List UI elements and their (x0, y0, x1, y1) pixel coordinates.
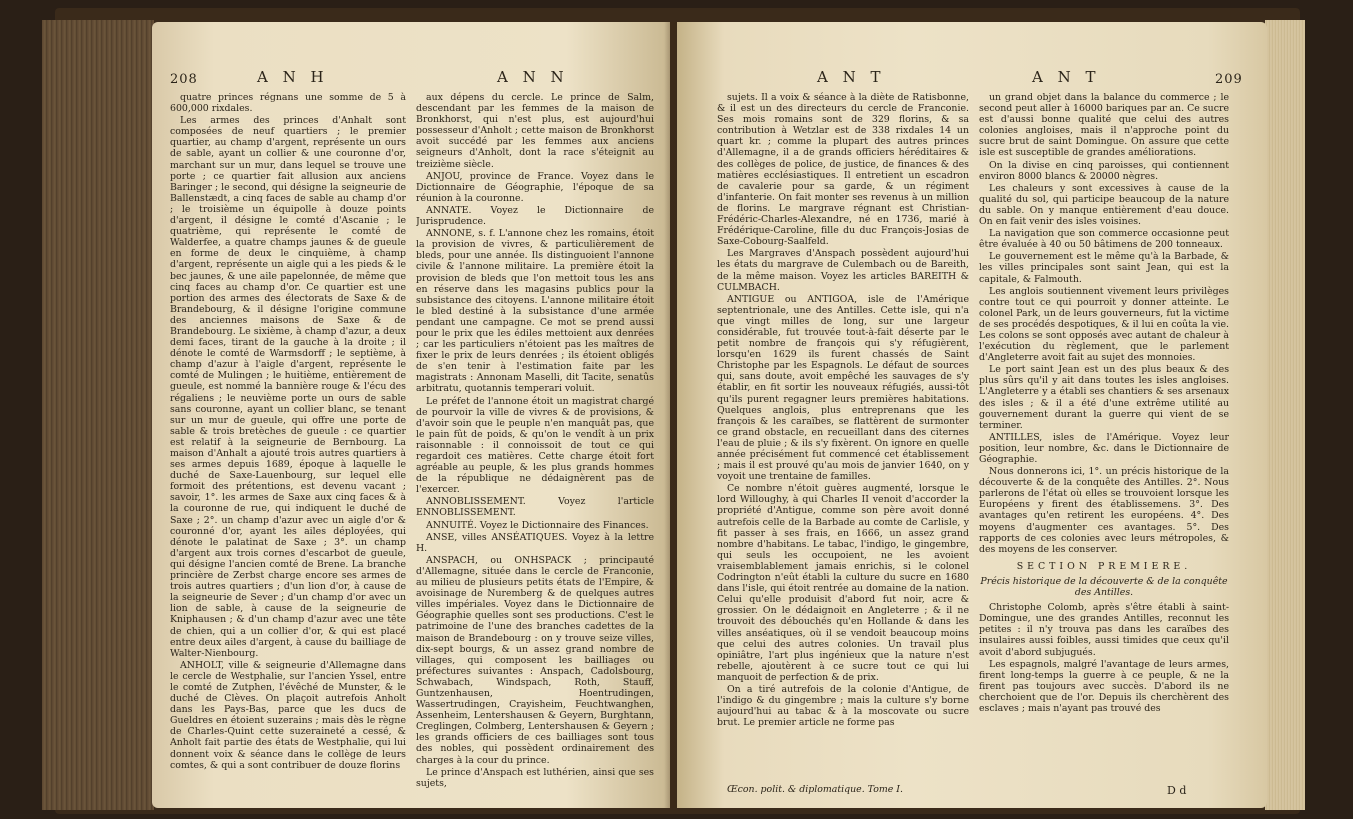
section-subtitle: Précis historique de la découverte & de la conquête des Antilles. (980, 575, 1228, 599)
paragraph: ANNONE, s. f. L'annone chez les romains, étoit la provision de vivres, & particulièrement de bleds, pour une année. Ils distinguoient l'annone civile & l'annone militaire. La première étoit la provision de bleds que l'on mettoit tous les ans en réserve dans les magasins publics pour la subsistance des citoyens. L'annone militaire étoit le bled destiné à la subsistance d'une armée pendant une campagne. Ce mot se prend aussi pour le prix que les édiles mettoient aux denrées ; car les particuliers n'étoient pas les maîtres de fixer le prix de leurs denrées ; ils étoient obligés de s'en tenir à l'estimation faite par les magistrats : Annonam Maselli, dit Tacite, senatûs arbitratu, quotannis temperari voluit. (416, 228, 654, 395)
paragraph: ANSE, villes ANSÉATIQUES. Voyez à la lettre H. (416, 531, 654, 554)
running-head-right: A N N (497, 68, 569, 86)
page-footer: Œcon. polit. & diplomatique. Tome I. (727, 784, 903, 795)
paragraph: Ce nombre n'étoit guères augmenté, lorsque le lord Willoughy, à qui Charles II venoit d'accorder la propriété d'Antigue, comme son père avoit donné autrefois celle de la Barbade au comte de Carlisle, y fit passer à ses frais, en 1666, un assez grand nombre d'habitans. Le tabac, l'indigo, le gingembre, qui seuls les occupoient, ne les avoient vraisemblablement jamais enrichis, si le colonel Codrington n'eût établi la culture du sucre en 1680 dans l'isle, qui étoit rentrée au domaine de la nation. Celui qu'elle produisit d'abord fut noir, acre & grossier. On le dédaignoit en Angleterre ; & il ne trouvoit des débouchés qu'en Hollande & dans les villes anséatiques, où il se vendoit beaucoup moins que celui des autres colonies. Un travail plus opiniâtre, l'art plus ingénieux que la nature n'est rebelle, ajoutèrent à ce sucre tout ce qui lui manquoit de perfection & de prix. (717, 483, 969, 683)
paragraph: ANNATE. Voyez le Dictionnaire de Jurisprudence. (416, 204, 654, 228)
paragraph: Les anglois soutiennent vivement leurs privilèges contre tout ce qui pourroit y donner atteinte. Le colonel Park, un de leurs gouverneurs, fut la victime de ses procédés despotiques, & il lui en coûta la vie. Les colons se sont opposés avec autant de chaleur à l'exécution du règlement, que le parlement d'Angleterre avoit fait au sujet des monnoies. (979, 285, 1229, 364)
paragraph: aux dépens du cercle. Le prince de Salm, descendant par les femmes de la maison de Bronkhorst, qui n'est plus, est aujourd'hui possesseur d'Anholt ; cette maison de Bronkhorst avoit succédé par les femmes aux anciens seigneurs d'Anholt, dont la race s'éteignit au treizième siècle. (416, 92, 654, 170)
paragraph: Les chaleurs y sont excessives à cause de la qualité du sol, qui participe beaucoup de la nature du sable. On y manque entièrement d'eau douce. On en fait venir des isles voisines. (979, 182, 1229, 228)
paragraph: On la divise en cinq paroisses, qui contiennent environ 8000 blancs & 20000 nègres. (979, 159, 1229, 182)
running-head-left: A N H (257, 68, 329, 86)
paragraph: quatre princes régnans une somme de 5 à 600,000 rixdales. (170, 92, 406, 115)
paragraph: Les armes des princes d'Anhalt sont composées de neuf quartiers ; le premier quartier, au champ d'argent, représente un ours de sable, ayant un collier & une couronne d'or, marchant sur un mur, dans lequel se trouve une porte ; ce quartier fait allusion aux anciens Baringer ; le second, qui désigne la seigneurie de Ballenstædt, a cinq faces de sable au champ d'or ; le troisième un équipolle à douze points d'argent, il désigne le comté d'Ascanie ; le quatrième, qui représente le comté de Walderfee, a quatre champs jaunes & de gueule en forme de deux le cinquième, à champ d'argent, représente un aigle qui a les pieds & le bec jaunes, & une aile papelonnée, de même que cinq faces au champ d'or. Ce quartier est une portion des armes des électorats de Saxe & de Brandebourg, & il désigne l'origine commune des anciennes maisons de Saxe & de Brandebourg. Le sixième, à champ d'azur, a deux demi faces, tirant de la gauche à la droite ; il dénote le comté de Warmsdorff ; le septième, à champ d'azur à l'aigle d'argent, représente le comté de Mulingen ; le huitième, entièrement de gueule, est nommé la bannière rouge & l'écu des régaliens ; le neuvième porte un ours de sable sans couronne, ayant un collier blanc, se tenant sur un mur de gueule, qui offre une porte de sable & trois bretèches de gueule : ce quartier est relatif à la seigneurie de Bernbourg. La maison d'Anhalt a ajouté trois autres quartiers à ses armes depuis 1689, époque à laquelle le duché de Saxe-Lauenbourg, sur lequel elle formoit des prétentions, est devenu vacant ; savoir, 1°. les armes de Saxe aux cinq faces & à la couronne de rue, qui indiquent le duché de Saxe ; 2°. un champ d'azur avec un aigle d'or & couronné d'or, ayant les ailes déployées, qui dénote le palatinat de Saxe ; 3°. un champ d'argent aux trois cornes d'escarbot de gueule, qui désigne l'ancien comté de Brene. La branche princière de Zerbst charge encore ses armes de trois autres quartiers ; d'un lion d'or, à cause de la seigneurie de Sever ; d'un champ d'or avec un lion de sable, à cause de la seigneurie de Kniphausen ; & d'un champ d'azur avec une tête de chien, qui a un collier d'or, & qui est placé entre deux ailes d'argent, à cause du bailliage de Walter-Nienbourg. (170, 115, 406, 659)
running-head-left: A N T (817, 68, 886, 86)
paragraph: sujets. Il a voix & séance à la diète de Ratisbonne, & il est un des directeurs du cercle de Franconie. Ses mois romains sont de 329 florins, & sa contribution à Wetzlar est de 338 rixdales 14 un quart kr. ; comme la plupart des autres princes d'Allemagne, il a de grands officiers héréditaires & des collèges de police, de justice, de finances & des matières ecclésiastiques. Il entretient un escadron de cavalerie pour sa garde, & un régiment d'infanterie. On fait monter ses revenus à un million de florins. Le margrave régnant est Christian-Frédéric-Charles-Alexandre, né en 1736, marié à Frédérique-Caroline, fille du duc François-Josias de Saxe-Cobourg-Saalfeld. (717, 92, 969, 248)
paragraph: Le port saint Jean est un des plus beaux & des plus sûrs qu'il y ait dans toutes les isles angloises. L'Angleterre y a établi ses chantiers & ses arsenaux des isles ; & il a été d'une extrême utilité au gouvernement durant la guerre qui vient de se terminer. (979, 364, 1229, 431)
paragraph: ANTIGUE ou ANTIGOA, isle de l'Amérique septentrionale, une des Antilles. Cette isle, qui n'a que vingt milles de long, sur une largeur considérable, fut trouvée tout-à-fait déserte par le petit nombre de françois qui s'y réfugièrent, lorsqu'en 1629 ils furent chassés de Saint Christophe par les Espagnols. Le défaut de sources qui, sans doute, avoit empêché les sauvages de s'y établir, en fit sortir les nouveaux réfugiés, aussi-tôt qu'ils purent regagner leurs premières habitations. Quelques anglois, plus entreprenans que les françois & les caraïbes, se flattèrent de surmonter ce grand obstacle, en recueillant dans des citernes l'eau de pluie ; & ils s'y fixèrent. On ignore en quelle année précisément fut commencé cet établissement ; mais il est prouvé qu'au mois de janvier 1640, on y voyoit une trentaine de familles. (717, 293, 969, 483)
paragraph: un grand objet dans la balance du commerce ; le second peut aller à 16000 bariques par an. Ce sucre est d'aussi bonne qualité que celui des autres colonies angloises, mais il n'approche point du sucre brut de saint Domingue. On assure que cette isle est susceptible de grandes améliorations. (979, 92, 1229, 159)
book-block-left (42, 20, 154, 810)
paragraph: ANNUITÉ. Voyez le Dictionnaire des Finances. (426, 519, 649, 531)
paragraph: Christophe Colomb, après s'être établi à saint-Domingue, une des grandes Antilles, reconnut les petites : il n'y trouva pas dans les caraïbes des insulaires aussi foibles, aussi timides que ceux qu'il avoit d'abord subjugués. (979, 602, 1229, 658)
paragraph: La navigation que son commerce occasionne peut être évaluée à 40 ou 50 bâtimens de 200 tonneaux. (979, 228, 1229, 251)
paragraph: Le prince d'Anspach est luthérien, ainsi que ses sujets, (416, 766, 654, 789)
paragraph: ANJOU, province de France. Voyez dans le Dictionnaire de Géographie, l'époque de sa réunion à la couronne. (416, 170, 654, 204)
paragraph: Les Margraves d'Anspach possèdent aujourd'hui les états du margrave de Culembach ou de Bareith, de la même maison. Voyez les articles BAREITH & CULMBACH. (717, 248, 969, 293)
text-column-1 (717, 92, 969, 782)
paragraph: Le gouvernement est le même qu'à la Barbade, & les villes principales sont saint Jean, qui est la capitale, & Falmouth. (979, 251, 1229, 285)
right-page (677, 22, 1267, 808)
paragraph: Les espagnols, malgré l'avantage de leurs armes, firent long-temps la guerre à ce peuple, & ne la firent pas toujours avec succès. D'abord ils ne cherchoient que de l'or. Depuis ils cherchèrent des esclaves ; mais n'ayant pas trouvé des (979, 658, 1229, 714)
paragraph: On a tiré autrefois de la colonie d'Antigue, de l'indigo & du gingembre ; mais la culture s'y borne aujourd'hui au tabac & à la moscovate ou sucre brut. Le premier article ne forme pas (717, 683, 969, 729)
text-column-1 (170, 92, 406, 792)
book-block-right (1265, 20, 1305, 810)
paragraph: ANTILLES, isles de l'Amérique. Voyez leur position, leur nombre, &c. dans le Dictionnaire de Géographie. (979, 431, 1229, 465)
paragraph: Le préfet de l'annone étoit un magistrat chargé de pourvoir la ville de vivres & de provisions, & d'avoir soin que le peuple n'en manquât pas, que le pain fût de poids, & qu'on le vendît à un prix raisonnable : il connoissoit de tout ce qui regardoit ces matières. Cette charge étoit fort agréable au peuple, & les plus grands hommes de la république ne dédaignèrent pas de l'exercer. (416, 395, 654, 496)
page-number: 209 (1215, 72, 1243, 87)
page-number: 208 (170, 72, 198, 87)
signature-mark: D d (1167, 784, 1187, 797)
paragraph: Nous donnerons ici, 1°. un précis historique de la découverte & de la conquête des Antilles. 2°. Nous parlerons de l'état où elles se trouvoient lorsque les Européens y firent des établissemens. 3°. Des avantages qu'en retirent les européens. 4°. Des moyens d'augmenter ces avantages. 5°. Des rapports de ces colonies avec leurs métropoles, & des moyens de les conserver. (979, 466, 1229, 555)
paragraph: ANNOBLISSEMENT. Voyez l'article ENNOBLISSEMENT. (416, 496, 654, 519)
text-column-2 (416, 92, 654, 792)
section-heading: SECTION PREMIERE. (1016, 560, 1192, 572)
paragraph: ANHOLT, ville & seigneurie d'Allemagne dans le cercle de Westphalie, sur l'ancien Yssel, entre le comté de Zutphen, l'évêché de Munster, & le duché de Clèves. On plaçoit autrefois Anholt dans les Pays-Bas, parce que les ducs de Gueldres en étoient suzerains ; mais dès le règne de Charles-Quint cette suzeraineté a cessé, & Anholt fait partie des états de Westphalie, qui lui donnent voix & séance dans le collège de leurs comtes, & qui a sont contribuer de douze florins (170, 659, 406, 771)
running-head-right: A N T (1032, 68, 1101, 86)
paragraph: ANSPACH, ou ONHSPACK ; principauté d'Allemagne, située dans le cercle de Franconie, au milieu de plusieurs petits états de l'Empire, & avoisinage de Nuremberg & de quelques autres villes impériales. Voyez dans le Dictionnaire de Géographie quelles sont ses productions. C'est le patrimoine de l'une des branches cadettes de la maison de Brandebourg : on y trouve seize villes, dix-sept bourgs, & un assez grand nombre de villages, qui composent les bailliages ou préfectures suivantes : Anspach, Cadolsbourg, Schwabach, Windspach, Roth, Stauff, Guntzenhausen, Hoentrudingen, Wassertrudingen, Crayisheim, Feuchtwanghen, Assenheim, Lentershausen & Geyern, Burghtann, Creglingen, Colmberg, Lentershausen & Geyern ; les grands officiers de ces bailliages sont tous des nobles, qui possèdent ordinairement des charges à la cour du prince. (416, 554, 654, 766)
left-page (152, 22, 670, 808)
text-column-2 (979, 92, 1229, 792)
